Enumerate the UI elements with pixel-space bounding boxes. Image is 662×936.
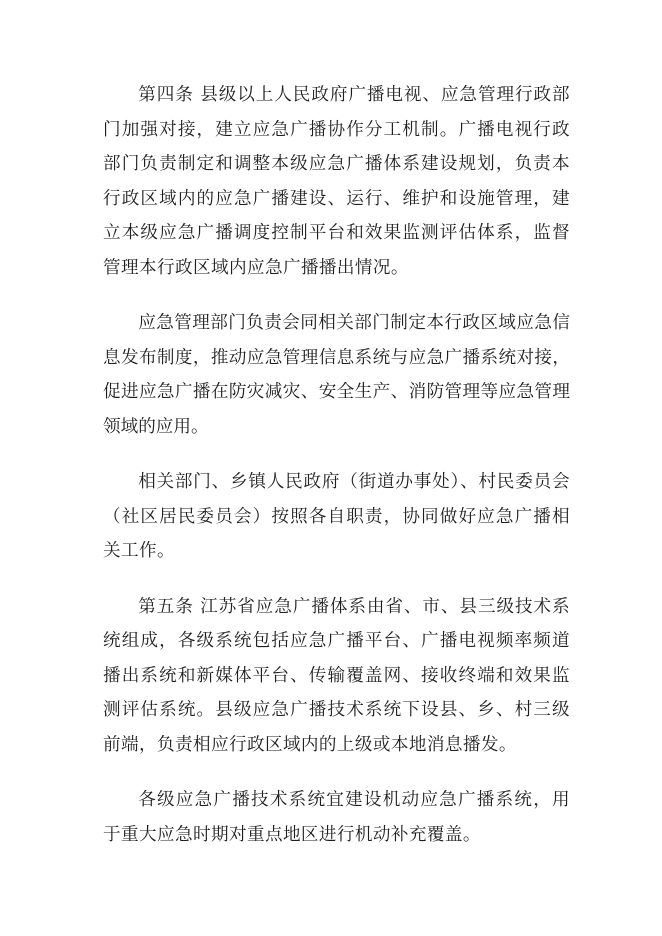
paragraph-emergency-management: 应急管理部门负责会同相关部门制定本行政区域应急信息发布制度，推动应急管理信息系统与应急广播系统对接，促进应急广播在防灾减灾、安全生产、消防管理等应急管理领域的应用。	[103, 313, 570, 437]
paragraph-article-5: 第五条 江苏省应急广播体系由省、市、县三级技术系统组成，各级系统包括应急广播平台、广播电视频率频道播出系统和新媒体平台、传输覆盖网、接收终端和效果监测评估系统。县级应急广播技术系统下设县、乡、村三级前端，负责相应行政区域内的上级或本地消息播发。	[103, 596, 570, 755]
paragraph-mobile-broadcast: 各级应急广播技术系统宜建设机动应急广播系统，用于重大应急时期对重点地区进行机动补充覆盖。	[103, 790, 570, 845]
paragraph-article-4: 第四条 县级以上人民政府广播电视、应急管理行政部门加强对接，建立应急广播协作分工机制。广播电视行政部门负责制定和调整本级应急广播体系建设规划，负责本行政区域内的应急广播建设、运行、维护和设施管理，建立本级应急广播调度控制平台和效果监测评估体系，监督管理本行政区域内应急广播播出情况。	[103, 85, 570, 278]
document-body	[103, 78, 570, 873]
paragraph-related-departments: 相关部门、乡镇人民政府（街道办事处）、村民委员会（社区居民委员会）按照各自职责，协同做好应急广播相关工作。	[103, 472, 570, 561]
